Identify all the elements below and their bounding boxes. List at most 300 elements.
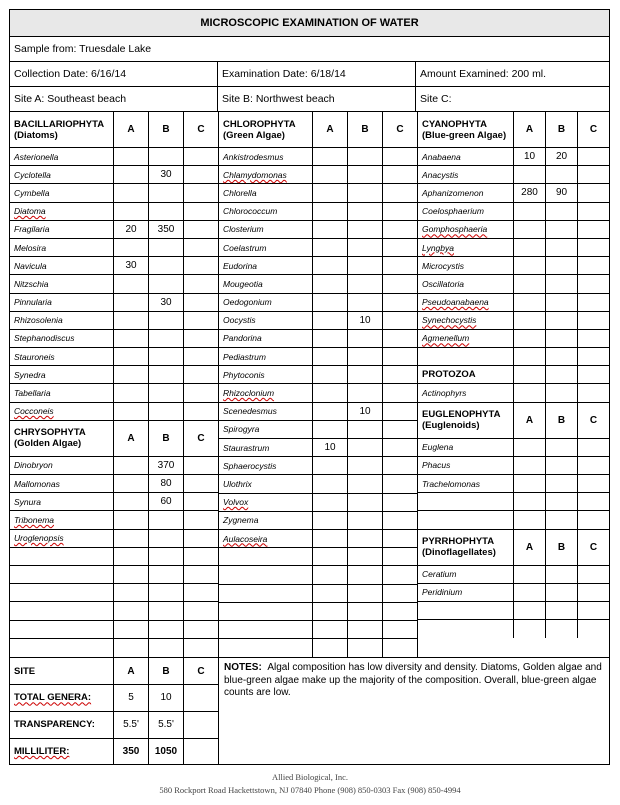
count-a — [513, 457, 545, 474]
genus-row — [219, 348, 417, 366]
count-a — [312, 203, 347, 220]
count-b — [347, 585, 382, 602]
genus-cell — [219, 275, 312, 292]
count-b — [545, 602, 577, 619]
genus-cell — [10, 584, 113, 601]
count-b — [148, 312, 183, 329]
genus-name: Stauroneis — [14, 351, 55, 362]
genus-cell — [219, 239, 312, 256]
count-c — [382, 530, 417, 547]
count-b — [148, 639, 183, 657]
genus-cell — [219, 475, 312, 492]
count-a — [312, 494, 347, 511]
site-a-header: A — [312, 112, 347, 147]
count-b — [347, 548, 382, 565]
summary-cell: 5 — [113, 685, 148, 711]
count-c — [183, 148, 218, 165]
genus-cell — [418, 493, 513, 510]
count-b: 60 — [148, 493, 183, 510]
summary-cell — [183, 712, 218, 738]
count-b: 370 — [148, 457, 183, 474]
site-a-header: A — [113, 421, 148, 456]
count-b — [148, 621, 183, 638]
site-b-header: B — [545, 112, 577, 147]
count-c — [183, 475, 218, 492]
genus-row — [219, 366, 417, 384]
count-a — [513, 493, 545, 510]
count-b: 90 — [545, 184, 577, 201]
count-a — [513, 366, 545, 383]
genus-row — [10, 548, 218, 566]
count-b — [545, 312, 577, 329]
count-c — [183, 275, 218, 292]
genus-name: Volvox — [223, 497, 249, 508]
genus-name: Dinobryon — [14, 460, 53, 471]
group-name: PYRRHOPHYTA — [422, 536, 495, 548]
count-b — [347, 275, 382, 292]
count-b — [347, 184, 382, 201]
count-c — [382, 548, 417, 565]
genus-cell — [10, 275, 113, 292]
genus-cell — [418, 348, 513, 365]
count-a — [513, 602, 545, 619]
count-a — [513, 348, 545, 365]
group-subtitle: (Diatoms) — [14, 129, 58, 141]
genus-cell — [219, 203, 312, 220]
count-a — [113, 548, 148, 565]
count-b — [347, 148, 382, 165]
genus-row — [10, 621, 218, 639]
genus-name: Cymbella — [14, 187, 50, 198]
summary-cell — [183, 739, 218, 765]
count-a: 20 — [113, 221, 148, 238]
genus-cell — [10, 475, 113, 492]
count-a — [113, 275, 148, 292]
genus-name: Anacystis — [422, 169, 459, 180]
count-b — [347, 603, 382, 620]
count-a — [513, 257, 545, 274]
count-b: 350 — [148, 221, 183, 238]
count-b — [545, 620, 577, 638]
genus-cell — [219, 184, 312, 201]
count-c — [577, 584, 609, 601]
count-a — [312, 384, 347, 401]
count-a — [513, 439, 545, 456]
sample-from: Sample from: Truesdale Lake — [10, 37, 609, 62]
count-b — [347, 166, 382, 183]
genus-cell — [418, 457, 513, 474]
count-b — [148, 366, 183, 383]
count-b — [148, 275, 183, 292]
genus-name: Tabellaria — [14, 388, 51, 399]
footer-address: 580 Rockport Road Hackettstown, NJ 07840 Phone (908) 850-0303 Fax (908) 850-4994 — [159, 785, 461, 795]
genus-row — [219, 475, 417, 493]
genus-name: Synedra — [14, 369, 46, 380]
genus-name: Diatoma — [14, 206, 46, 217]
genus-cell — [10, 294, 113, 311]
genus-cell — [418, 475, 513, 492]
count-c — [577, 184, 609, 201]
genus-row — [219, 512, 417, 530]
count-c — [382, 184, 417, 201]
genus-row — [10, 602, 218, 620]
count-a: 10 — [513, 148, 545, 165]
count-b — [347, 566, 382, 583]
count-a — [113, 294, 148, 311]
collection-date: Collection Date: 6/16/14 — [10, 62, 218, 86]
count-c — [382, 384, 417, 401]
count-a — [312, 621, 347, 638]
notes-text: Algal composition has low diversity and density. Diatoms, Golden algae and blue-green algae make up the majority of the composition. Overall, blue-green algae counts are low. — [224, 662, 602, 699]
count-c — [382, 203, 417, 220]
genus-cell — [10, 148, 113, 165]
count-a — [113, 203, 148, 220]
count-a — [513, 239, 545, 256]
genus-cell — [219, 384, 312, 401]
genus-name: Mougeotia — [223, 278, 263, 289]
count-c — [577, 239, 609, 256]
genus-name: Scenedesmus — [223, 406, 277, 417]
count-a — [113, 184, 148, 201]
genus-name: Eudorina — [223, 260, 258, 271]
count-b: 30 — [148, 166, 183, 183]
summary-cell: 350 — [113, 739, 148, 765]
genus-row — [418, 312, 609, 330]
genus-cell — [418, 602, 513, 619]
genus-cell — [10, 257, 113, 274]
genus-row — [10, 275, 218, 293]
count-a — [113, 348, 148, 365]
count-a — [312, 330, 347, 347]
genus-row — [10, 639, 218, 657]
report-title: MICROSCOPIC EXAMINATION OF WATER — [10, 10, 609, 37]
count-c — [382, 312, 417, 329]
summary-table — [10, 658, 219, 764]
count-c — [382, 239, 417, 256]
genus-row — [10, 530, 218, 548]
genus-cell — [219, 348, 312, 365]
genus-cell — [10, 239, 113, 256]
count-b — [347, 512, 382, 529]
genus-row — [418, 184, 609, 202]
genus-cell — [418, 294, 513, 311]
count-b — [148, 239, 183, 256]
count-a — [113, 384, 148, 401]
section-label-row — [418, 366, 609, 384]
count-a — [513, 566, 545, 583]
genus-cell — [418, 384, 513, 401]
genus-name: Coelastrum — [223, 242, 267, 253]
genus-cell — [10, 457, 113, 474]
count-c — [382, 166, 417, 183]
genus-cell — [418, 511, 513, 528]
count-b — [545, 203, 577, 220]
count-c — [577, 257, 609, 274]
count-b — [148, 184, 183, 201]
site-c-header: C — [183, 421, 218, 456]
summary-cell: 5.5' — [148, 712, 183, 738]
count-b — [545, 348, 577, 365]
count-c — [577, 366, 609, 383]
examination-date: Examination Date: 6/18/14 — [218, 62, 416, 86]
count-a — [513, 511, 545, 528]
count-a — [312, 512, 347, 529]
group-name: EUGLENOPHYTA — [422, 409, 501, 421]
count-c — [382, 603, 417, 620]
count-a — [113, 330, 148, 347]
summary-label: TOTAL GENERA: — [14, 692, 92, 704]
group-header — [418, 403, 609, 439]
genus-cell — [219, 257, 312, 274]
genus-row — [418, 275, 609, 293]
site-a-header: A — [513, 403, 545, 438]
count-c — [382, 330, 417, 347]
group-name: CHRYSOPHYTA — [14, 427, 86, 439]
genus-name: Rhizoclonium — [223, 388, 275, 399]
count-a — [113, 530, 148, 547]
count-c — [183, 511, 218, 528]
count-b: 20 — [545, 148, 577, 165]
genus-name: Rhizosolenia — [14, 315, 63, 326]
count-a — [312, 275, 347, 292]
count-a — [113, 566, 148, 583]
summary-label: MILLILITER: — [14, 745, 70, 757]
count-c — [577, 457, 609, 474]
genus-row — [418, 348, 609, 366]
genus-name: Mallomonas — [14, 478, 60, 489]
species-grid — [10, 112, 609, 658]
genus-row — [10, 312, 218, 330]
genus-row — [10, 203, 218, 221]
count-c — [577, 475, 609, 492]
genus-cell — [418, 239, 513, 256]
count-b — [545, 384, 577, 401]
genus-row — [418, 203, 609, 221]
count-b — [545, 275, 577, 292]
count-b — [545, 439, 577, 456]
count-b — [545, 330, 577, 347]
site-c: Site C: — [420, 93, 452, 105]
count-b — [347, 384, 382, 401]
genus-name: Anabaena — [422, 151, 461, 162]
genus-row — [219, 294, 417, 312]
genus-row — [418, 620, 609, 638]
genus-cell — [10, 602, 113, 619]
count-b — [545, 239, 577, 256]
count-c — [183, 403, 218, 420]
count-b — [148, 348, 183, 365]
genus-row — [219, 184, 417, 202]
count-c — [382, 494, 417, 511]
genus-name: Ulothrix — [223, 478, 252, 489]
site-a-header: A — [513, 112, 545, 147]
count-b — [347, 457, 382, 474]
site-b-header: B — [347, 112, 382, 147]
genus-cell — [219, 294, 312, 311]
count-c — [183, 584, 218, 601]
genus-cell — [219, 512, 312, 529]
count-b: 30 — [148, 294, 183, 311]
group-title — [418, 403, 513, 438]
genus-cell — [10, 203, 113, 220]
site-a: Site A: Southeast beach — [10, 87, 218, 111]
count-a — [513, 312, 545, 329]
count-b — [347, 330, 382, 347]
count-a — [312, 166, 347, 183]
genus-name: Oedogonium — [223, 297, 272, 308]
count-b — [347, 239, 382, 256]
count-b — [347, 439, 382, 456]
genus-name: Closterium — [223, 224, 264, 235]
group-name: CYANOPHYTA — [422, 118, 487, 130]
count-b — [148, 148, 183, 165]
count-b — [545, 294, 577, 311]
genus-name: Nitzschia — [14, 278, 49, 289]
genus-row — [418, 602, 609, 620]
genus-name: Sphaerocystis — [223, 460, 277, 471]
genus-cell — [219, 403, 312, 420]
count-c — [382, 439, 417, 456]
dates-row — [10, 62, 609, 87]
genus-cell — [219, 566, 312, 583]
site-a-header: A — [113, 112, 148, 147]
count-a — [113, 312, 148, 329]
summary-label: TRANSPARENCY: — [14, 719, 95, 731]
genus-cell — [10, 530, 113, 547]
column-green-algae — [219, 112, 418, 657]
count-c — [577, 312, 609, 329]
count-a — [312, 457, 347, 474]
genus-name: Trachelomonas — [422, 478, 480, 489]
genus-row — [10, 511, 218, 529]
genus-name: Pinnularia — [14, 297, 52, 308]
count-b — [347, 294, 382, 311]
genus-cell — [10, 166, 113, 183]
genus-row — [10, 184, 218, 202]
count-b — [148, 257, 183, 274]
genus-row — [219, 384, 417, 402]
genus-name: Phytoconis — [223, 369, 265, 380]
footer-company: Allied Biological, Inc. — [271, 772, 348, 782]
genus-name: Stephanodiscus — [14, 333, 75, 344]
group-subtitle: (Green Algae) — [223, 129, 285, 141]
genus-cell — [10, 184, 113, 201]
summary-cell: 5.5' — [113, 712, 148, 738]
count-b — [545, 221, 577, 238]
count-a — [312, 239, 347, 256]
count-a — [113, 475, 148, 492]
count-b — [347, 203, 382, 220]
group-title — [418, 530, 513, 565]
genus-cell — [10, 511, 113, 528]
genus-row — [10, 457, 218, 475]
genus-name: Chlorococcum — [223, 206, 278, 217]
count-a — [513, 584, 545, 601]
count-c — [382, 403, 417, 420]
genus-cell — [418, 257, 513, 274]
count-a — [113, 493, 148, 510]
summary-cell: 1050 — [148, 739, 183, 765]
site-c-header: C — [382, 112, 417, 147]
group-subtitle: (Blue-green Algae) — [422, 129, 507, 141]
count-a — [312, 221, 347, 238]
genus-row — [418, 511, 609, 529]
genus-row — [418, 221, 609, 239]
genus-name: Pseudoanabaena — [422, 297, 489, 308]
genus-row — [10, 384, 218, 402]
genus-name: Staurastrum — [223, 442, 270, 453]
count-b: 10 — [347, 312, 382, 329]
genus-row — [418, 566, 609, 584]
genus-row — [219, 203, 417, 221]
genus-cell — [10, 384, 113, 401]
group-subtitle: (Euglenoids) — [422, 420, 480, 432]
count-c — [577, 348, 609, 365]
notes-label: NOTES: — [224, 662, 262, 674]
count-c — [577, 148, 609, 165]
count-a — [113, 639, 148, 657]
genus-row — [10, 166, 218, 184]
genus-row — [219, 566, 417, 584]
site-a-header: A — [513, 530, 545, 565]
genus-cell — [10, 621, 113, 638]
genus-cell — [10, 221, 113, 238]
count-a — [312, 312, 347, 329]
genus-name: Cocconeis — [14, 406, 54, 417]
genus-cell — [219, 439, 312, 456]
section-label: PROTOZOA — [422, 369, 476, 381]
site-c-header: C — [577, 112, 609, 147]
count-a — [312, 548, 347, 565]
count-c — [183, 457, 218, 474]
count-a — [312, 603, 347, 620]
group-title — [418, 112, 513, 147]
column-diatoms-golden — [10, 112, 219, 657]
count-b — [347, 221, 382, 238]
genus-row — [418, 457, 609, 475]
count-c — [382, 621, 417, 638]
count-a — [513, 384, 545, 401]
count-c — [382, 257, 417, 274]
genus-cell — [219, 166, 312, 183]
count-c — [577, 493, 609, 510]
genus-cell — [10, 312, 113, 329]
genus-cell — [10, 566, 113, 583]
genus-name: Synechocystis — [422, 315, 477, 326]
genus-name: Aulacoseira — [223, 533, 268, 544]
count-b — [148, 584, 183, 601]
count-c — [382, 221, 417, 238]
count-c — [382, 475, 417, 492]
count-b — [347, 639, 382, 657]
count-b — [347, 530, 382, 547]
count-b — [545, 566, 577, 583]
summary-transparency-row — [10, 712, 218, 739]
count-a — [312, 184, 347, 201]
count-a: 30 — [113, 257, 148, 274]
count-a — [513, 203, 545, 220]
genus-row — [10, 221, 218, 239]
genus-row — [418, 439, 609, 457]
group-title — [10, 421, 113, 456]
count-c — [382, 512, 417, 529]
genus-name: Peridinium — [422, 587, 463, 598]
count-c — [382, 566, 417, 583]
genus-row — [219, 457, 417, 475]
genus-name: Zygnema — [223, 515, 259, 526]
genus-cell — [219, 585, 312, 602]
count-a: 10 — [312, 439, 347, 456]
